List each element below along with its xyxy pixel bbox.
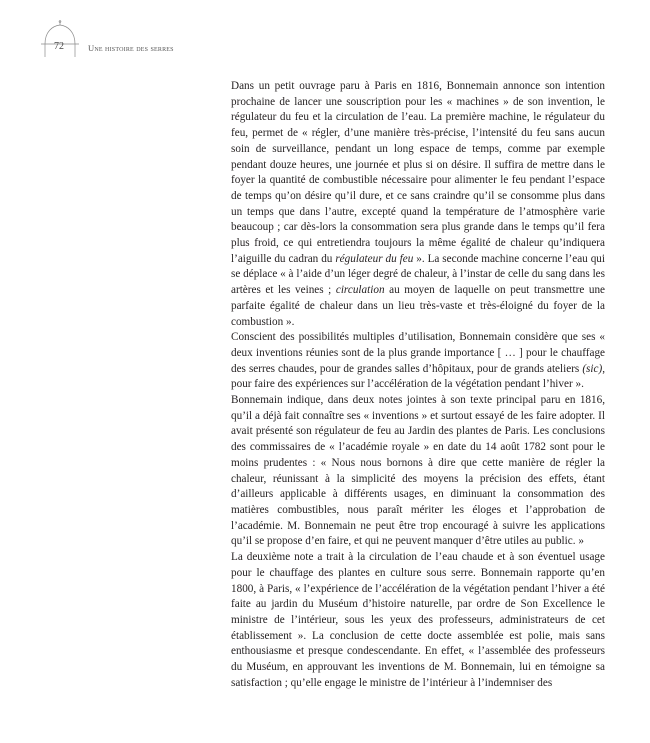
running-head: Une histoire des serres [88, 43, 174, 53]
paragraph [231, 79, 605, 330]
page-number: 72 [54, 41, 64, 52]
text-run: , pour faire des expériences sur l’accélération de la végétation pendant l’hiver ». [231, 362, 605, 391]
italic-text: régulateur du feu [335, 252, 414, 265]
text-run: au moyen de laquelle on peut transmettre une parfaite égalité de chaleur dans un lieu très-vaste et très-éloigné du foyer de la combustion ». [231, 284, 606, 328]
paragraph [231, 330, 605, 393]
paragraph [231, 393, 605, 550]
body-text [231, 79, 605, 691]
text-run: ». La seconde machine concerne l’eau qui se déplace « à l’aide d’un léger degré de chaleur, à l’instar de celle du sang dans les artères et les veines ; [231, 252, 605, 297]
greenhouse-dome-icon [40, 20, 80, 60]
text-run: La deuxième note a trait à la circulation de l’eau chaude et à son éventuel usage pour le chauffage des plantes en culture sous serre. Bonnemain rapporte qu’en 1800, à Paris, « l’expérience de l’accélération de la végétation pendant l’hiver a été faite au jardin du Muséum d’histoire naturelle, par ordre de Son Excellence le ministre de l’intérieur, sous les yeux des professeurs, administrateurs de cet établissement ». La conclusion de cette docte assemblée est polie, mais sans enthousiasme et presque condescendante. En effet, « l’assemblée des professeurs du Muséum, en approuvant les inventions de M. Bonnemain, lui en témoigne sa satisfaction ; qu’elle engage le ministre de l’intérieur à l’indemniser des [231, 551, 605, 689]
text-run: Bonnemain indique, dans deux notes jointes à son texte principal paru en 1816, qu’il a déjà fait connaître ses « inventions » et surtout essayé de les faire adopter. Il avait présenté son régulateur de feu au Jardin des plantes de Paris. Les conclusions des commissaires de « l’académie royale » en date du 14 août 1782 sont pour le moins prudentes : « Nous nous bornons à dire que cette manière de régler la chaleur, réunissant à la simplicité des moyens la précision des effets, étant d’ailleurs applicable à différents usages, en diminuant la consommation des matières combustibles, nous paraît mériter les éloges et l’approbation de l’académie. M. Bonnemain ne peut être trop encouragé à suivre les applications qu’il se propose d’en faire, et qui ne peuvent manquer d’être utiles au public. » [231, 394, 605, 548]
text-run: Conscient des possibilités multiples d’utilisation, Bonnemain considère que ses « deux inventions réunies sont de la plus grande importance [ … ] pour le chauffage des serres chaudes, pour de grandes salles d’hôpitaux, pour de grands ateliers [231, 331, 605, 375]
text-run: Dans un petit ouvrage paru à Paris en 1816, Bonnemain annonce son intention prochaine de lancer une souscription pour les « machines » de son invention, le régulateur du feu et la circulation de l’eau. La première machine, le régulateur du feu, permet de « régler, d’une manière très-précise, l’intensité du feu sans aucun soin de surveillance, pendant un long espace de temps, comme par exemple pendant douze heures, une journée et plus si on désire. Il suffira de mettre dans le foyer la quantité de combustible nécessaire pour alimenter le feu pendant l’espace de temps qu’on désire qu’il dure, et ce sans craindre qu’il se consomme plus dans un temps que dans l’autre, excepté quand la température de l’atmosphère varie beaucoup ; car dès-lors la consommation sera plus grande dans le temps qu’il fera plus froid, ce qui entretiendra toujours la même égalité de chaleur qu’indiquera l’aiguille du cadran du [231, 80, 605, 265]
italic-text: (sic) [582, 362, 603, 375]
page-header [0, 0, 650, 62]
paragraph [231, 550, 605, 691]
italic-text: circulation [335, 284, 385, 297]
